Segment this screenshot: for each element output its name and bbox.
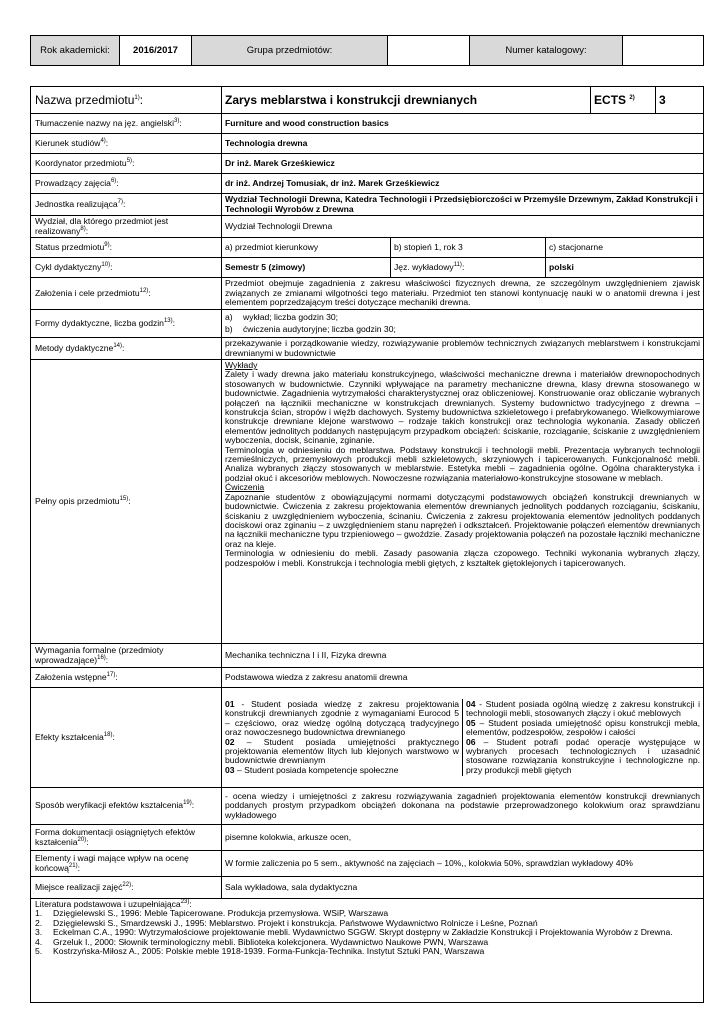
- objectives-value: Przedmiot obejmuje zagadnienia z zakresu właściwości fizycznych drewna, ze szczególnym uwzględnieniem zjawisk związanych ze zmianami wilgotności tego materiału. Przedmiot ten stanowi kontynuację nauki w o anatomii drewna i jest elementem poprzedzającym treści dotyczące mechaniki drewna.: [222, 278, 704, 310]
- grading-value: W formie zaliczenia po 5 sem., aktywność na zajęciach – 10%,, kolokwia 50%, sprawdzian wykładowy 40%: [222, 851, 704, 877]
- exercises-heading: Ćwiczenia: [225, 482, 265, 493]
- literature-item: 3. Eckelman C.A., 1990: Wytrzymałościowe projektowanie mebli. Wydawnictwo SGGW. Skrypt dostępny w Zakładzie Konstrukcji i Projektowania Wyrobów z Drewna.: [35, 927, 673, 938]
- description-paragraph: Zapoznanie studentów z obowiązującymi normami dotyczącymi podstawowych obciążeń konstrukcji drewnianych w budownictwie. Ćwiczenia z zakresu projektowania elementów drewnianych jednolitych poddanych rozciąganiu, ściskaniu, ściskaniu z uwzględnieniem wyboczenia, ścinaniu. Ćwiczenia z zakresu projektowania elementów jednolitych poddanych dociskowi oraz zginaniu – z uwzględnieniem stanu naprężeń i odkształceń. Projektowanie połączeń elementów drewnianych na łącznikii mechaniczne typu trzpieniowego – gwoździe. Zasady projektowania połączeń na pozostałe łączniki mechaniczne oraz na kleje.: [225, 491, 701, 549]
- ects-value: 3: [656, 87, 704, 114]
- status-c: c) stacjonarne: [546, 238, 704, 258]
- course-name-value: Zarys meblarstwa i konstrukcji drewnianych: [222, 87, 591, 114]
- cycle-label: Cykl dydaktyczny$^{10)}$:: [31, 258, 222, 278]
- subject-group-label: Grupa przedmiotów:: [192, 36, 388, 66]
- methods-value: przekazywanie i porządkowanie wiedzy, rozwiązywanie problemów technicznych związanych meblarstwem i konstrukcjami drewnianymi w budownictwie: [222, 338, 704, 360]
- description-paragraph: Terminologia w odniesieniu do mebli. Zasady pasowania złącza czopowego. Techniki wykonania wybranych złączy, podzespołów i mebli. Konstrukcja i technologia mebli giętych, z kształtek giętoklejonych i tapicerowanych.: [225, 548, 701, 568]
- translation-label: Tłumaczenie nazwy na jęz. angielski$^{3)}$:: [31, 114, 222, 134]
- requirements-label: Wymagania formalne (przedmioty wprowadzające)$^{16)}$:: [31, 644, 222, 668]
- prerequisites-label: Założenia wstępne$^{17)}$:: [31, 668, 222, 688]
- verification-label: Sposób weryfikacji efektów kształcenia$^{19)}$:: [31, 788, 222, 825]
- outcome-item: 03 – Student posiada kompetencje społeczne: [225, 764, 399, 775]
- location-value: Sala wykładowa, sala dydaktyczna: [222, 877, 704, 899]
- literature-item: 5. Kostrzyńska-Miłosz A., 2005: Polskie meble 1918-1939. Forma-Funkcja-Technika. Instytut Sztuki PAN, Warszawa: [35, 946, 485, 957]
- status-b: b) stopień 1, rok 3: [391, 238, 546, 258]
- translation-value: Furniture and wood construction basics: [222, 114, 704, 134]
- outcome-item: 01 - Student posiada wiedzę z zakresu projektowania konstrukcji drewnianych zgodnie z wymaganiami Eurocod 5 – częściowo, oraz wiedzę ogólną dotyczącą tradycyjnego oraz nowoczesnego budownictwa drewnianego: [225, 698, 460, 738]
- coordinator-value: Dr inż. Marek Grześkiewicz: [222, 154, 704, 174]
- documentation-value: pisemne kolokwia, arkusze ocen,: [222, 825, 704, 851]
- verification-value: - ocena wiedzy i umiejętności z zakresu rozwiązywania zagadnień projektowania elementów konstrukcji drewnianych poddanych prostym przypadkom obciążeń dokonana na podstawie przeprowadzonego kolokwium oraz sprawdzianu wykładowego: [222, 788, 704, 825]
- ects-label: ECTS $^{2)}$: [591, 87, 656, 114]
- catalog-number-value: [623, 36, 704, 66]
- documentation-label: Forma dokumentacji osiągniętych efektów kształcenia$^{20)}$:: [31, 825, 222, 851]
- lecturers-label: Prowadzący zajęcia$^{6)}$:: [31, 174, 222, 194]
- language-label: Jęz. wykładowy$^{11)}$:: [391, 258, 546, 278]
- outcomes-right-column: [463, 699, 703, 776]
- academic-year-label: Rok akademicki:: [31, 36, 120, 66]
- coordinator-label: Koordynator przedmiotu$^{5)}$:: [31, 154, 222, 174]
- outcomes-value: [222, 688, 704, 788]
- literature-item: 4. Grzeluk I., 2000: Słownik terminologiczny mebli. Biblioteka kolekcjonera. Wydawnictwo Naukowe PWN, Warszawa: [35, 936, 489, 947]
- literature-item: 2. Dzięgielewski S., Smardzewski J., 1995: Meblarstwo. Projekt i konstrukcja. Państwowe Wydawnictwo Rolnicze i Leśne, Poznań: [35, 917, 538, 928]
- field-of-study-label: Kierunek studiów$^{4)}$:: [31, 134, 222, 154]
- literature-label: Literatura podstawowa i uzupełniająca$^{23)}$:: [35, 899, 192, 909]
- literature-cell: [31, 899, 704, 1003]
- forms-value: [222, 310, 704, 338]
- academic-year-value: 2016/2017: [120, 36, 192, 66]
- description-paragraph: Zalety i wady drewna jako materiału konstrukcyjnego, właściwości mechaniczne drewna i materiałów drewnopochodnych stosowanych w budownictwie. Czynniki wpływające na parametry mechaniczne drewna, klasy drewna stosowanego w budownictwie. Zagadnienia wytrzymałości charakterystycznej oraz obliczeniowej. Konstruowanie oraz obliczanie wybranych połączeń na łącznikii mechaniczne w konstrukcjach drewnianych. Systemy budownictwo tradycyjnego z drewna – konstrukcja ścian, stropów i więźb dachowych. Systemy budownictwa szkieletowego i prefabrykowanego. Wielkowymiarowe konstrukcje drewniane klejone warstwowo – rodzaje takich konstrukcji oraz technologia wykonania. Zasady obliczeń elementów jednolitych poddanych następującym przypadkom obciążeń: ściskanie, rozciąganie, ściskanie z uwzględnieniem wyboczenia, docisk, ścinanie, zginanie.: [225, 369, 701, 446]
- lectures-heading: Wykłady: [225, 360, 258, 370]
- unit-value: Wydział Technologii Drewna, Katedra Technologii i Przedsiębiorczości w Przemyśle Drzewnym, Zakład Konstrukcji i Technologii Wyrobów z Drewna: [222, 194, 704, 216]
- language-value: polski: [546, 258, 704, 278]
- unit-label: Jednostka realizująca$^{7)}$:: [31, 194, 222, 216]
- subject-group-value: [388, 36, 470, 66]
- outcome-item: 06 – Student potrafi podać operacje występujące w wybranych procesach technologicznych i uzasadnić stosowane rozwiązania konstrukcyjne i technologiczne np. przy produkcji mebli giętych: [466, 736, 701, 775]
- field-of-study-value: Technologia drewna: [222, 134, 704, 154]
- status-label: Status przedmiotu$^{9)}$:: [31, 238, 222, 258]
- forms-label: Formy dydaktyczne, liczba godzin$^{13)}$:: [31, 310, 222, 338]
- outcomes-left-column: [222, 699, 463, 776]
- objectives-label: Założenia i cele przedmiotu$^{12)}$:: [31, 278, 222, 310]
- lecturers-value: dr inż. Andrzej Tomusiak, dr inż. Marek Grześkiewicz: [222, 174, 704, 194]
- outcome-item: 02 – Student posiada umiejętności praktycznego projektowania elementów litych lub klejonych warstwowo w budownictwie drewnianym: [225, 736, 460, 766]
- forms-item: a) wykład; liczba godzin 30;: [225, 311, 339, 322]
- header-table: [30, 35, 704, 66]
- course-table: [30, 86, 704, 1003]
- catalog-number-label: Numer katalogowy:: [470, 36, 623, 66]
- course-name-label: Nazwa przedmiotu$^{1)}$:: [31, 87, 222, 114]
- cycle-value: Semestr 5 (zimowy): [222, 258, 391, 278]
- requirements-value: Mechanika techniczna I i II, Fizyka drewna: [222, 644, 704, 668]
- forms-item: b) ćwiczenia audytoryjne; liczba godzin 30;: [225, 324, 396, 334]
- literature-item: 1. Dzięgielewski S., 1996: Meble Tapicerowane. Produkcja przemysłowa. WSiP, Warszawa: [35, 908, 389, 919]
- prerequisites-value: Podstawowa wiedza z zakresu anatomii drewna: [222, 668, 704, 688]
- status-a: a) przedmiot kierunkowy: [222, 238, 391, 258]
- description-paragraph: Terminologia w odniesieniu do meblarstwa. Podstawy konstrukcji i technologii mebli. Prezentacja wybranych technologii rzemieślniczych, przemysłowych produkcji mebli szkieletowych, skrzyniowych i tapicerowanych. Funkcjonalność mebli. Analiza wybranych złączy stosowanych w meblarstwie. Estetyka mebli – zagadnienia ogólne. Ogólna charakterystyka i podział okuć i akcesoriów meblowych. Nowoczesne rozwiązania materiałowo-konstrukcyjne stosowane w meblach.: [225, 444, 701, 483]
- description-label: Pełny opis przedmiotu$^{15)}$:: [31, 360, 222, 644]
- outcomes-label: Efekty kształcenia$^{18)}$:: [31, 688, 222, 788]
- location-label: Miejsce realizacji zajęć$^{22)}$:: [31, 877, 222, 899]
- faculty-value: Wydział Technologii Drewna: [222, 216, 704, 238]
- faculty-label: Wydział, dla którego przedmiot jest realizowany$^{8)}$:: [31, 216, 222, 238]
- grading-label: Elementy i wagi mające wpływ na ocenę końcową$^{21)}$:: [31, 851, 222, 877]
- methods-label: Metody dydaktyczne$^{14)}$:: [31, 338, 222, 360]
- description-value: [222, 360, 704, 644]
- outcome-item: 04 - Student posiada ogólną wiedzę z zakresu konstrukcji i technologii mebli, stosowanych złączy i okuć meblowych: [466, 698, 701, 719]
- outcome-item: 05 – Student posiada umiejętność opisu konstrukcji mebla, elementów, podzespołów, zespołów i całości: [466, 717, 701, 738]
